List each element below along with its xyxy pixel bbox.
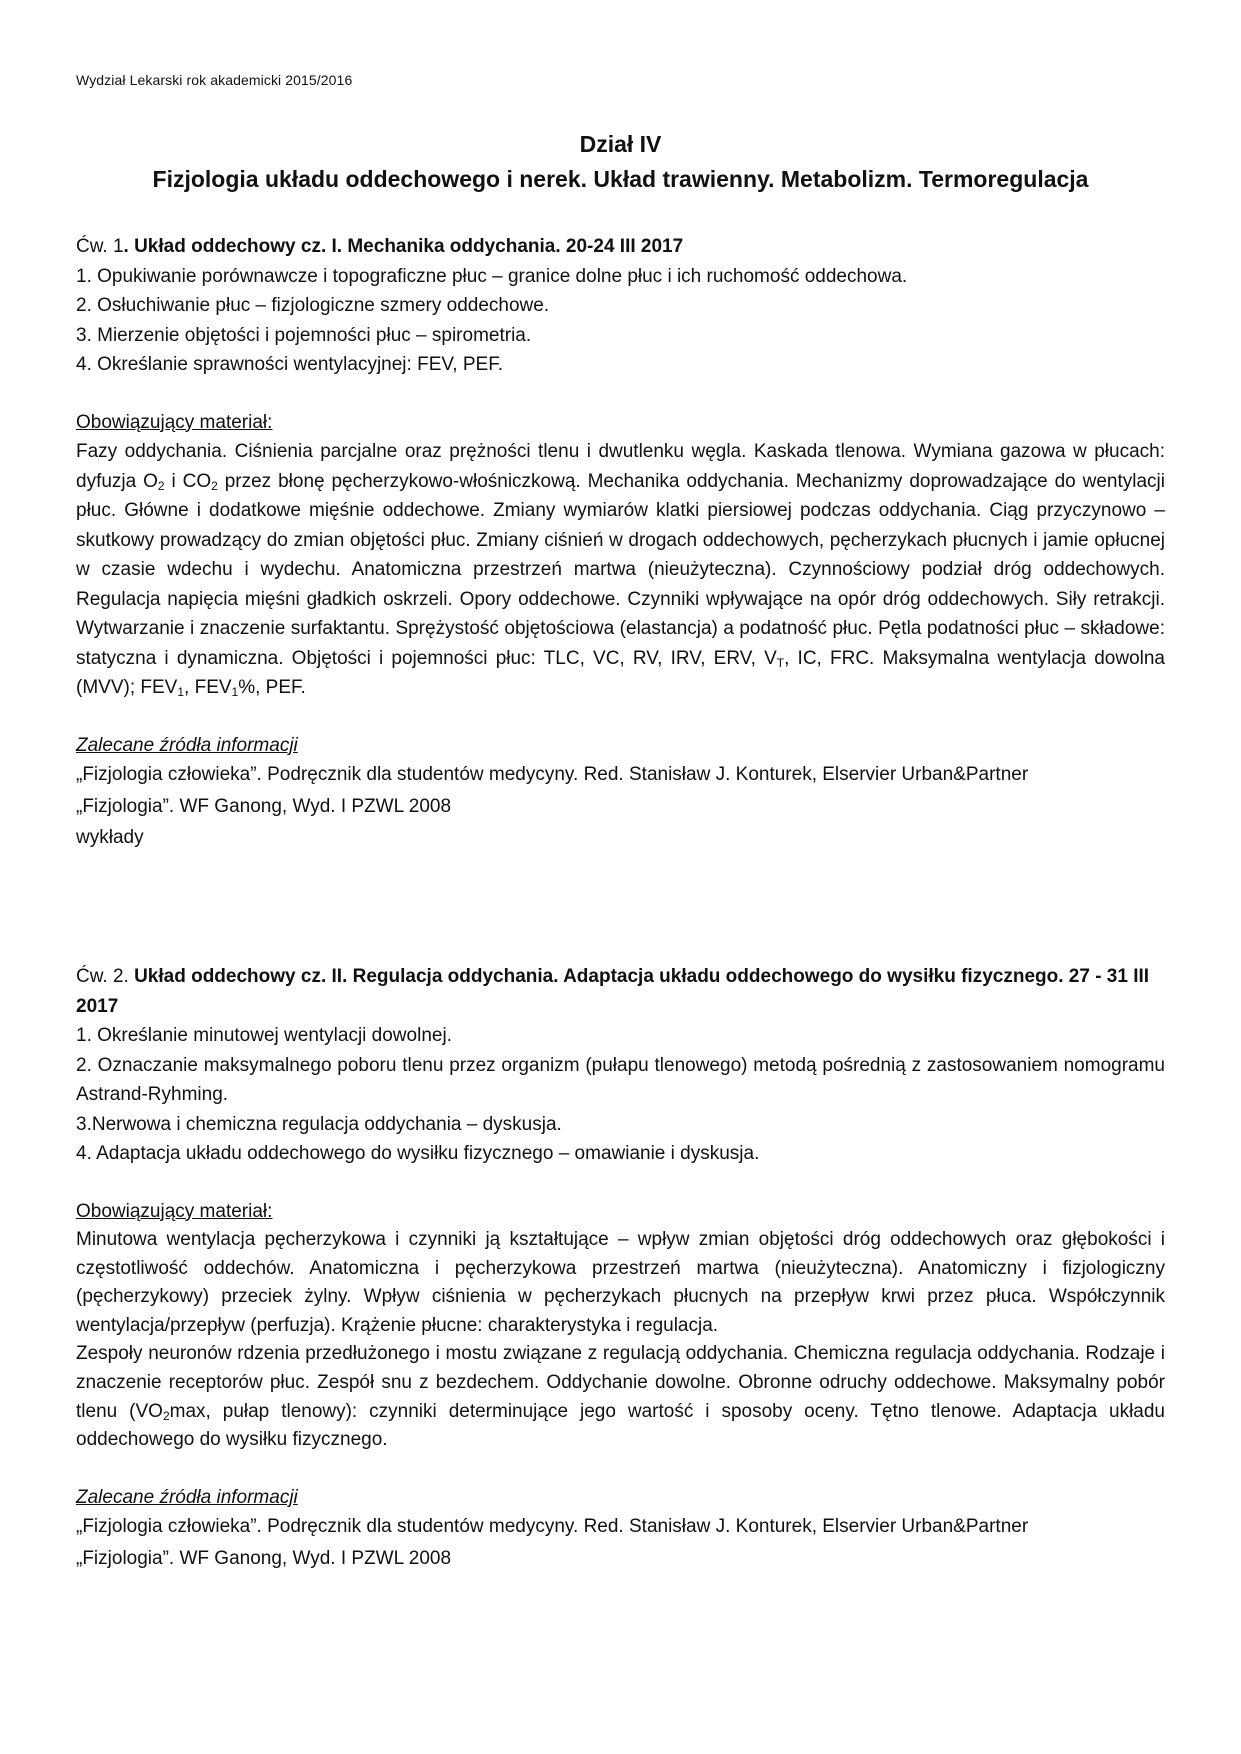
list-item: 1. Określanie minutowej wentylacji dowolnej.	[76, 1025, 452, 1046]
material-label: Obowiązujący materiał:	[76, 411, 273, 433]
material-text: Fazy oddychania. Ciśnienia parcjalne oraz prężności tlenu i dwutlenku węgla. Kaskada tlenowa. Wymiana gazowa w płucach: dyfuzja $O_2$ i $CO_2$ przez błonę pęcherzykowo-włośniczkową. Mechanika oddychania. Mechanizmy doprowadzające do wentylacji płuc. Główne i dodatkowe mięśnie oddechowe. Zmiany wymiarów klatki piersiowej podczas oddychania. Ciąg przyczynowo – skutkowy prowadzący do zmian objętości płuc. Zmiany ciśnień w drogach oddechowych, pęcherzykach płucnych i jamie opłucnej w czasie wdechu i wydechu. Anatomiczna przestrzeń martwa (nieużyteczna). Czynnościowy podział dróg oddechowych. Regulacja napięcia mięśni gładkich oskrzeli. Opory oddechowe. Czynniki wpływające na opór dróg oddechowych. Siły retrakcji. Wytwarzanie i znaczenie surfaktantu. Sprężystość objętościowa (elastancja) a podatność płuc. Pętla podatności płuc – składowe: statyczna i dynamiczna. Objętości i pojemności płuc: TLC, VC, RV, IRV, ERV, $V_T$, IC, FRC. Maksymalna wentylacja dowolna (MVV); $FEV_1$, $FEV_1\%$, PEF.	[76, 441, 1166, 699]
page-subtitle: Fizjologia układu oddechowego i nerek. Układ trawienny. Metabolizm. Termoregulacja	[152, 166, 1089, 192]
list-item: 3.Nerwowa i chemiczna regulacja oddychania – dyskusja.	[76, 1113, 562, 1135]
sources-label: Zalecane źródła informacji	[76, 1486, 298, 1508]
list-item: 2. Osłuchiwanie płuc – fizjologiczne szmery oddechowe.	[76, 295, 550, 316]
list-item: 3. Mierzenie objętości i pojemności płuc – spirometria.	[76, 324, 532, 346]
sources-label: Zalecane źródła informacji	[76, 734, 298, 756]
exercise-title: Układ oddechowy cz. II. Regulacja oddychania. Adaptacja układu oddechowego do wysiłku fizycznego. 27 - 31 III 2017	[76, 966, 1150, 1017]
exercise-heading	[76, 962, 1165, 1021]
material-label: Obowiązujący materiał:	[76, 1200, 273, 1222]
exercise-prefix: Ćw. 2.	[76, 966, 135, 987]
source-item: „Fizjologia człowieka”. Podręcznik dla studentów medycyny. Red. Stanisław J. Konturek, Elservier Urban&Partner	[76, 764, 1029, 785]
source-item: wykłady	[76, 827, 144, 848]
source-item: „Fizjologia”. WF Ganong, Wyd. I PZWL 2008	[76, 1547, 452, 1569]
document-page	[76, 0, 1165, 1754]
page-title: Dział IV	[579, 131, 662, 157]
exercise-heading	[76, 232, 1165, 262]
title-block	[76, 126, 1165, 196]
source-item: „Fizjologia”. WF Ganong, Wyd. I PZWL 2008	[76, 795, 452, 817]
exercise-prefix: Ćw. 1	[76, 236, 124, 257]
source-item: „Fizjologia człowieka”. Podręcznik dla studentów medycyny. Red. Stanisław J. Konturek, Elservier Urban&Partner	[76, 1516, 1029, 1538]
exercise-section-2	[76, 962, 1165, 1573]
material-text: Zespoły neuronów rdzenia przedłużonego i mostu związane z regulacją oddychania. Chemiczna regulacja oddychania. Rodzaje i znaczenie receptorów płuc. Zespół snu z bezdechem. Oddychanie dowolne. Obronne odruchy oddechowe. Maksymalny pobór tlenu ($VO_2\max$, pułap tlenowy): czynniki determinujące jego wartość i sposoby oceny. Tętno tlenowe. Adaptacja układu oddechowego do wysiłku fizycznego.	[76, 1343, 1165, 1451]
material-text: Minutowa wentylacja pęcherzykowa i czynniki ją kształtujące – wpływ zmian objętości dróg oddechowych oraz głębokości i częstotliwość oddechów. Anatomiczna i pęcherzykowa przestrzeń martwa (nieużyteczna). Anatomiczny i fizjologiczny (pęcherzykowy) przeciek żylny. Wpływ ciśnienia w pęcherzykach płucnych na przepływ krwi przez płuca. Współczynnik wentylacja/przepływ (perfuzja). Krążenie płucne: charakterystyka i regulacja.	[76, 1229, 1165, 1336]
list-item: 4. Określanie sprawności wentylacyjnej: FEV, PEF.	[76, 354, 503, 375]
header-line: Wydział Lekarski rok akademicki 2015/2016	[76, 72, 353, 88]
list-item: 2. Oznaczanie maksymalnego poboru tlenu przez organizm (pułapu tlenowego) metodą pośrednią z zastosowaniem nomogramu Astrand-Ryhming.	[76, 1054, 1165, 1105]
exercise-section-1	[76, 232, 1165, 853]
list-item: 4. Adaptacja układu oddechowego do wysiłku fizycznego – omawianie i dyskusja.	[76, 1143, 760, 1164]
exercise-title: . Układ oddechowy cz. I. Mechanika oddychania. 20-24 III 2017	[123, 236, 684, 257]
list-item: 1. Opukiwanie porównawcze i topograficzne płuc – granice dolne płuc i ich ruchomość oddechowa.	[76, 265, 908, 287]
